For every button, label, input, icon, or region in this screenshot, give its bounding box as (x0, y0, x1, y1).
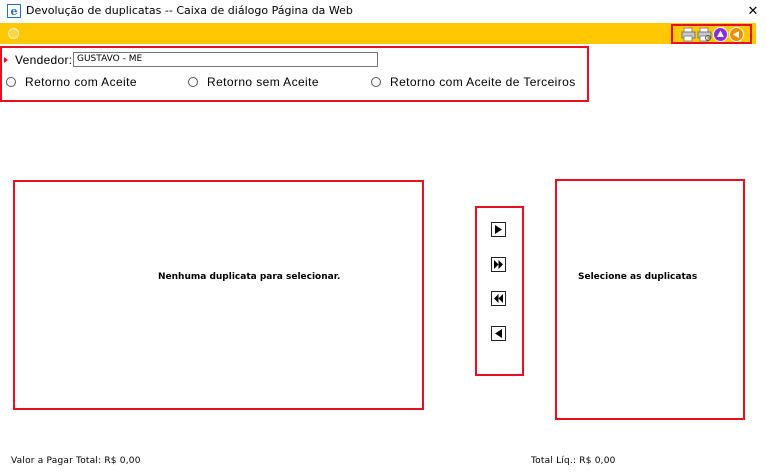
move-left-button[interactable] (491, 326, 506, 341)
radio-label-com-aceite: Retorno com Aceite (25, 75, 137, 89)
selected-list-panel[interactable] (555, 179, 745, 420)
header-bar (0, 23, 756, 44)
valor-pagar-total: Valor a Pagar Total: R$ 0,00 (11, 456, 141, 466)
vendedor-label: Vendedor: (15, 53, 73, 67)
status-dot (8, 28, 19, 39)
selected-list-message: Selecione as duplicatas (578, 272, 698, 282)
print-icon[interactable] (681, 27, 696, 42)
close-button[interactable]: ✕ (747, 3, 759, 18)
radio-retorno-sem-aceite[interactable] (188, 77, 198, 87)
internet-explorer-icon (7, 4, 21, 18)
move-all-left-button[interactable] (491, 291, 506, 306)
radio-group (0, 75, 589, 91)
required-marker (4, 57, 8, 63)
move-right-button[interactable] (491, 222, 506, 237)
move-all-right-icon (494, 260, 503, 269)
move-all-left-icon (494, 294, 503, 303)
svg-text:e: e (10, 5, 18, 18)
window-title: Devolução de duplicatas -- Caixa de diálogo Página da Web (26, 4, 353, 17)
title-bar (0, 0, 767, 22)
print-preview-icon[interactable] (697, 27, 712, 42)
radio-label-terceiros: Retorno com Aceite de Terceiros (390, 75, 576, 89)
move-all-right-button[interactable] (491, 257, 506, 272)
radio-retorno-com-aceite[interactable] (6, 77, 16, 87)
radio-label-sem-aceite: Retorno sem Aceite (207, 75, 319, 89)
toolbar (671, 24, 752, 44)
available-list-message: Nenhuma duplicata para selecionar. (158, 272, 341, 282)
move-right-icon (494, 225, 503, 234)
up-arrow-icon[interactable] (713, 27, 728, 42)
available-list-panel[interactable] (13, 180, 424, 410)
vendedor-field[interactable]: GUSTAVO - ME (73, 52, 378, 67)
back-arrow-icon[interactable] (729, 27, 744, 42)
radio-retorno-terceiros[interactable] (371, 77, 381, 87)
total-liquido: Total Líq.: R$ 0,00 (531, 456, 616, 466)
move-left-icon (494, 329, 503, 338)
